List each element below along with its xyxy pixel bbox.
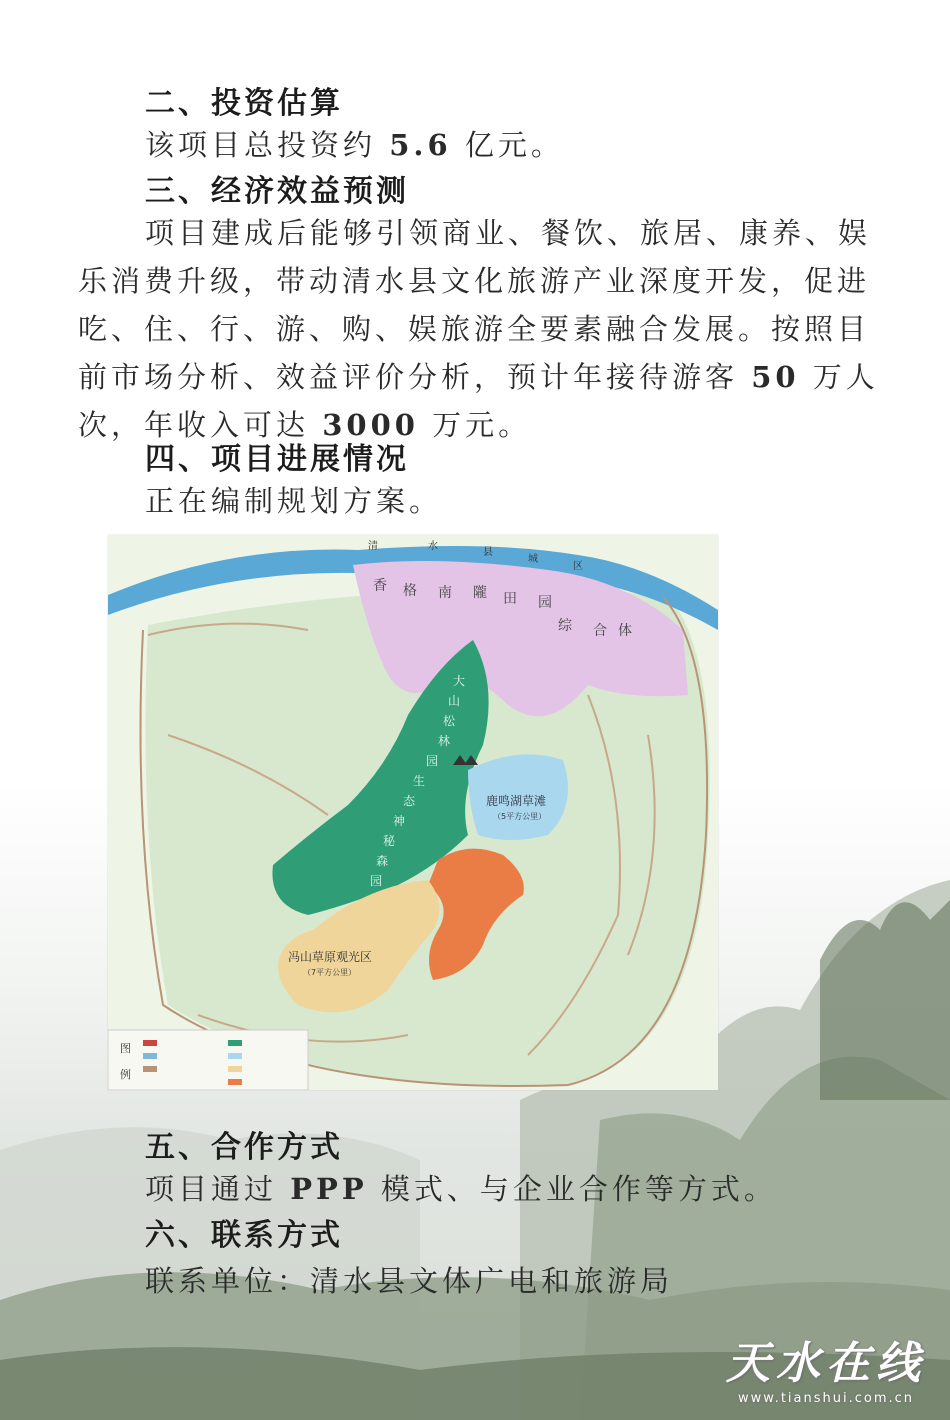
benefit-line-5-pre: 次，年收入可达 <box>78 408 323 442</box>
green-label-10: 森 <box>376 854 389 868</box>
progress-text: 正在编制规划方案。 <box>145 484 443 518</box>
pink-label-5: 田 <box>503 591 517 607</box>
legend-swatch-yellow <box>228 1066 242 1072</box>
benefit-line-4 <box>78 353 898 401</box>
cooperation-text-post: 模式、与企业合作等方式。 <box>367 1172 777 1206</box>
revenue-amount: 3000 <box>322 408 419 442</box>
investment-text-post: 亿元。 <box>451 128 564 162</box>
blue-zone-label: 鹿鸣湖草滩 <box>486 794 547 808</box>
pink-label-6: 园 <box>538 595 552 611</box>
cooperation-mode: PPP <box>290 1172 368 1206</box>
green-label-1: 大 <box>453 674 466 688</box>
green-label-11: 园 <box>370 874 383 888</box>
investment-text-pre: 该项目总投资约 <box>145 128 390 162</box>
watermark-url: www.tianshui.com.cn <box>737 1391 915 1406</box>
visitor-count: 50 <box>751 360 800 394</box>
pink-label-2: 格 <box>403 583 417 599</box>
heading-progress: 四、项目进展情况 <box>145 442 409 477</box>
yellow-zone-label: 冯山草原观光区 <box>288 950 373 964</box>
benefit-line-4-pre: 前市场分析、效益评价分析，预计年接待游客 <box>78 360 752 394</box>
legend-swatch-blue <box>143 1053 157 1059</box>
map-legend <box>108 1030 308 1090</box>
planning-map <box>108 535 718 1090</box>
planning-map-graphic <box>108 535 718 1090</box>
benefit-line-4-post: 万人 <box>799 360 879 394</box>
green-label-3: 松 <box>443 714 456 728</box>
pink-label-8: 合 <box>593 623 607 639</box>
legend-swatch-orange <box>228 1079 242 1085</box>
benefit-line-2: 乐消费升级，带动清水县文化旅游产业深度开发，促进 <box>78 264 871 298</box>
heading-investment: 二、投资估算 <box>145 86 343 121</box>
map-label-top-2: 水 <box>428 541 438 552</box>
heading-benefit: 三、经济效益预测 <box>145 174 409 209</box>
map-label-top-1: 清 <box>368 541 378 552</box>
green-label-9: 秘 <box>383 834 396 848</box>
legend-swatch-green <box>228 1040 242 1046</box>
site-watermark <box>726 1327 926 1406</box>
green-label-8: 神 <box>393 814 406 828</box>
cooperation-text-pre: 项目通过 <box>145 1172 291 1206</box>
map-label-top-4: 城 <box>528 554 538 565</box>
benefit-line-3: 吃、住、行、游、购、娱旅游全要素融合发展。按照目 <box>78 312 871 346</box>
investment-amount: 5.6 <box>389 128 452 162</box>
pink-label-4: 隴 <box>473 585 487 601</box>
pink-label-1: 香 <box>373 578 387 594</box>
map-label-top-3: 县 <box>483 547 493 558</box>
legend-swatch-red <box>143 1040 157 1046</box>
map-label-top-5: 区 <box>573 561 583 572</box>
benefit-line-1: 项目建成后能够引领商业、餐饮、旅居、康养、娱 <box>145 216 872 250</box>
legend-swatch-brown <box>143 1066 157 1072</box>
green-label-5: 园 <box>426 754 439 768</box>
watermark-name: 天水在线 <box>726 1338 926 1389</box>
green-label-4: 林 <box>438 734 451 748</box>
contact-text: 联系单位：清水县文体广电和旅游局 <box>145 1264 674 1298</box>
benefit-paragraph <box>78 209 898 449</box>
legend-swatch-lightblue <box>228 1053 242 1059</box>
green-label-6: 生 <box>413 774 426 788</box>
benefit-line-5-post: 万元。 <box>418 408 532 442</box>
blue-zone-sublabel: （5平方公里） <box>493 812 547 821</box>
yellow-zone-sublabel: （7平方公里） <box>303 968 357 977</box>
heading-contact: 六、联系方式 <box>145 1218 343 1253</box>
pink-label-9: 体 <box>618 623 632 639</box>
cooperation-text <box>145 1165 777 1213</box>
pink-label-3: 南 <box>438 585 452 601</box>
heading-cooperation: 五、合作方式 <box>145 1130 343 1165</box>
legend-title-2: 例 <box>120 1068 131 1081</box>
green-label-2: 山 <box>448 694 461 708</box>
investment-text <box>145 121 564 169</box>
green-label-7: 态 <box>403 794 416 808</box>
legend-title-1: 图 <box>120 1042 131 1055</box>
pink-label-7: 综 <box>558 618 572 634</box>
